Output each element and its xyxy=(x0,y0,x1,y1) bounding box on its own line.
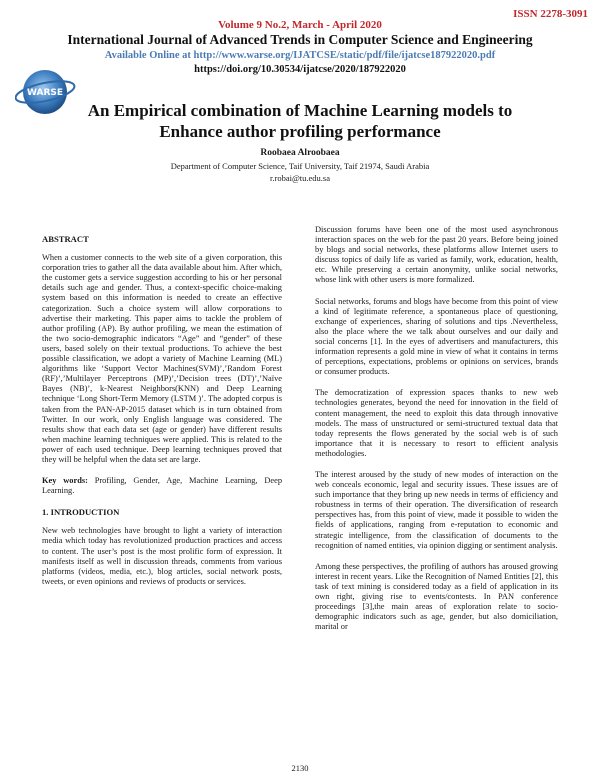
paragraph: Discussion forums have been one of the most used asynchronous interaction spaces on the web for the past 20 years. Before being joined by blogs and social networks, these platforms allow Internet users to discuss topics of daily life as varied as family, work, education, health, etc. While preserving a certain anonymity, unlike social networks, whose link with other users is more formalized. xyxy=(315,225,558,285)
issn-label: ISSN 2278-3091 xyxy=(513,8,588,20)
title-line-2: Enhance author profiling performance xyxy=(159,122,441,141)
logo-text: WARSE xyxy=(26,88,64,98)
title-line-1: An Empirical combination of Machine Learning models to xyxy=(87,101,513,120)
author-name: Roobaea Alroobaea xyxy=(260,148,340,158)
introduction-heading: 1. INTRODUCTION xyxy=(42,507,120,518)
paragraph: The interest aroused by the study of new modes of interaction on the web conceals economic, legal and security issues. These issues are of such importance that they bring up new needs in terms of efficiency and robustness in terms of their operation. The diversification of research perspectives has, from this point of view, made it possible to widen the fields of applications, ranging from e-reputation to economic and strategic intelligence, from the classification of documents to the recognition of named entities, via opinion digging or sentiment analysis. xyxy=(315,469,558,550)
doi-link[interactable]: https://doi.org/10.30534/ijatcse/2020/187922020 xyxy=(194,64,406,75)
paragraph: Among these perspectives, the profiling of authors has aroused growing interest in recent years. Like the Recognition of Named Entities [2], this task of text mining is considered today as a field of application in its own right, giving rise to events/contests. In PAN conference proceedings [3],the main areas of exploration relate to socio-demographic indicators such as age, gender, but also domiciliation, marital or xyxy=(315,561,558,632)
left-column xyxy=(42,234,282,598)
keywords-text: Profiling, Gender, Age, Machine Learning, Deep Learning. xyxy=(42,476,283,496)
abstract-text: When a customer connects to the web site of a given corporation, this corporation tries to gather all the data available about him. After which, the customer gets a service suggestion according to his or her personal details such age and gender. Thus, a context-specific choice-making system based on this information is needed to create an effective categorization. Such a choice system will allow corporations to advertise their marketing. This paper aims to tackle the problem of author profiling (AP). By author profiling, we mean the estimation of the two socio-demographic indicators “Age” and “gender” of these users, based solely on their textual productions. To achieve the best possible classification, we adopt a variety of Machine Learning (ML) algorithms like ‘Support Vector Machines(SVM)’,’Random Forest (RF)’,’Multilayer Perceptrons (MP)’,’Decision trees (DT)’,’Naïve Bayes (NB)’, k-Nearest Neighbors(KNN) and Deep Learning technique ‘Long Short-Term Memory (LSTM )’. The adopted corpus is taken from the PAN-AP-2015 dataset which is in turn obtained from Twitter. In our work, only English language was considered. The results show that each data set (age or gender) have different results when machine learning techniques were applied. This is related to the power of each used technique. Deep learning techniques proved that they will be helpful when the data set are large. xyxy=(42,253,282,464)
author-email[interactable]: r.robai@tu.edu.sa xyxy=(270,173,330,183)
volume-line: Volume 9 No.2, March - April 2020 xyxy=(218,19,382,31)
keywords-label: Key words: xyxy=(42,476,88,486)
right-column xyxy=(315,225,558,643)
introduction-text: New web technologies have brought to light a variety of interaction media which today has revolutionized production practices and access to content. The user’s post is the most prolific form of expression. It manifests itself as well in discussion threads, comments from various platforms (videos, media, etc.), blog articles, social network posts, tweets, or even opinions and reviews of products or services. xyxy=(42,526,282,586)
paper-title xyxy=(40,100,560,142)
journal-title: International Journal of Advanced Trends in Computer Science and Engineering xyxy=(67,32,533,47)
author-affiliation: Department of Computer Science, Taif University, Taif 21974, Saudi Arabia xyxy=(170,161,430,171)
paragraph: The democratization of expression spaces thanks to new web technologies generates, beyond the need for innovation in the field of content management, the need to exploit this data through innovative models. The mass of unstructured or semi-structured textual data that today represents the flows generated by the social web is of such importance that it is necessary to resort to efficient analysis methodologies. xyxy=(315,388,558,458)
abstract-heading: ABSTRACT xyxy=(42,234,89,244)
paragraph: Social networks, forums and blogs have become from this point of view a kind of legitimate reference, a spontaneous place of questioning, exchange of experiences, sharing of solutions and tips .Nevertheless, also the place where the we talk about ourselves and our daily and social concerns [1]. In the eyes of advertisers and manufacturers, this information represents a gold mine in view of what it contains in terms of perceptions, expectations, problems or opinions on services, brands or consumer products. xyxy=(315,296,558,377)
available-online-link[interactable]: Available Online at http://www.warse.org/IJATCSE/static/pdf/file/ijatcse187922020.pdf xyxy=(104,50,496,61)
keywords xyxy=(42,476,282,496)
page-number: 2130 xyxy=(291,763,309,773)
